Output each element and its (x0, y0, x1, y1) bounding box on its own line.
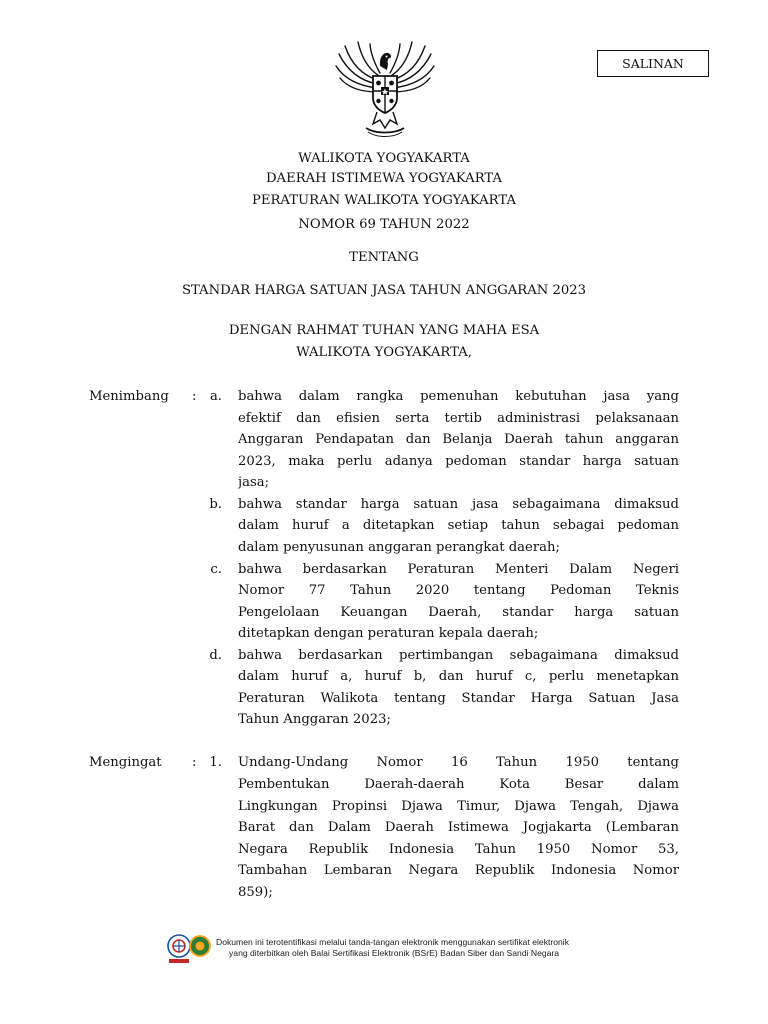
menimbang-label: Menimbang (89, 389, 169, 404)
footer-certification-line-1: Dokumen ini terotentifikasi melalui tanda-tangan elektronik menggunakan sertifikat elektronik (216, 937, 570, 947)
regulation-number: NOMOR 69 TAHUN 2022 (298, 217, 470, 232)
regulation-subject: STANDAR HARGA SATUAN JASA TAHUN ANGGARAN 2023 (181, 283, 587, 298)
mengingat-item-line: Pembentukan Daerah-daerah Kota Besar dalam (238, 777, 679, 792)
menimbang-item-line: dalam huruf a ditetapkan setiap tahun sebagai pedoman (238, 518, 679, 533)
mengingat-item-line: Tambahan Lembaran Negara Republik Indonesia Nomor (238, 863, 679, 878)
menimbang-item-line: dalam huruf a, huruf b, dan huruf c, perlu menetapkan (238, 669, 679, 684)
menimbang-item-marker: d. (209, 648, 222, 663)
menimbang-item-line: Pengelolaan Keuangan Daerah, standar harga satuan (238, 605, 679, 620)
menimbang-item-line: bahwa dalam rangka pemenuhan kebutuhan jasa yang (238, 389, 679, 404)
regulation-title: PERATURAN WALIKOTA YOGYAKARTA (252, 193, 516, 208)
header-line-2: DAERAH ISTIMEWA YOGYAKARTA (265, 171, 503, 186)
menimbang-item-line: Tahun Anggaran 2023; (238, 712, 391, 727)
menimbang-item-line: Peraturan Walikota tentang Standar Harga Satuan Jasa (238, 691, 679, 706)
menimbang-item-marker: a. (209, 389, 222, 404)
menimbang-item-marker: b. (209, 497, 222, 512)
mengingat-item-line: Negara Republik Indonesia Tahun 1950 Nomor 53, (238, 842, 679, 857)
mengingat-colon: : (192, 755, 197, 770)
menimbang-item-line: bahwa berdasarkan pertimbangan sebagaimana dimaksud (238, 648, 679, 663)
footer-certification-line-2: yang diterbitkan oleh Balai Sertifikasi Elektronik (BSrE) Badan Siber dan Sandi Negara (229, 948, 560, 958)
menimbang-item-line: efektif dan efisien serta tertib administrasi pelaksanaan (238, 411, 679, 426)
header-line-1: WALIKOTA YOGYAKARTA (298, 151, 470, 166)
menimbang-item-line: bahwa berdasarkan Peraturan Menteri Dalam Negeri (238, 562, 679, 577)
mengingat-item-line: Undang-Undang Nomor 16 Tahun 1950 tentang (238, 755, 679, 770)
menimbang-item-line: jasa; (238, 475, 270, 490)
mengingat-item-line: Barat dan Dalam Daerah Istimewa Jogjakarta (Lembaran (238, 820, 679, 835)
salinan-stamp: SALINAN (597, 50, 709, 77)
menimbang-item-line: bahwa standar harga satuan jasa sebagaimana dimaksud (238, 497, 679, 512)
divine-preamble: DENGAN RAHMAT TUHAN YANG MAHA ESA (228, 323, 540, 338)
menimbang-item-line: 2023, maka perlu adanya pedoman standar harga satuan (238, 454, 679, 469)
garuda-emblem-icon (330, 36, 440, 140)
tentang-label: TENTANG (349, 250, 419, 265)
menimbang-item-line: Anggaran Pendapatan dan Belanja Daerah tahun anggaran (238, 432, 679, 447)
mengingat-label: Mengingat (89, 755, 162, 770)
menimbang-colon: : (192, 389, 197, 404)
mengingat-item-marker: 1. (209, 755, 222, 770)
menimbang-item-line: dalam penyusunan anggaran perangkat daerah; (238, 540, 560, 555)
bsre-certification-logo-icon (167, 930, 213, 966)
menimbang-item-marker: c. (210, 562, 222, 577)
mengingat-item-line: 859); (238, 885, 273, 900)
issuer-line: WALIKOTA YOGYAKARTA, (296, 345, 472, 360)
menimbang-item-line: ditetapkan dengan peraturan kepala daerah; (238, 626, 539, 641)
menimbang-item-line: Nomor 77 Tahun 2020 tentang Pedoman Teknis (238, 583, 679, 598)
mengingat-item-line: Lingkungan Propinsi Djawa Timur, Djawa Tengah, Djawa (238, 799, 679, 814)
